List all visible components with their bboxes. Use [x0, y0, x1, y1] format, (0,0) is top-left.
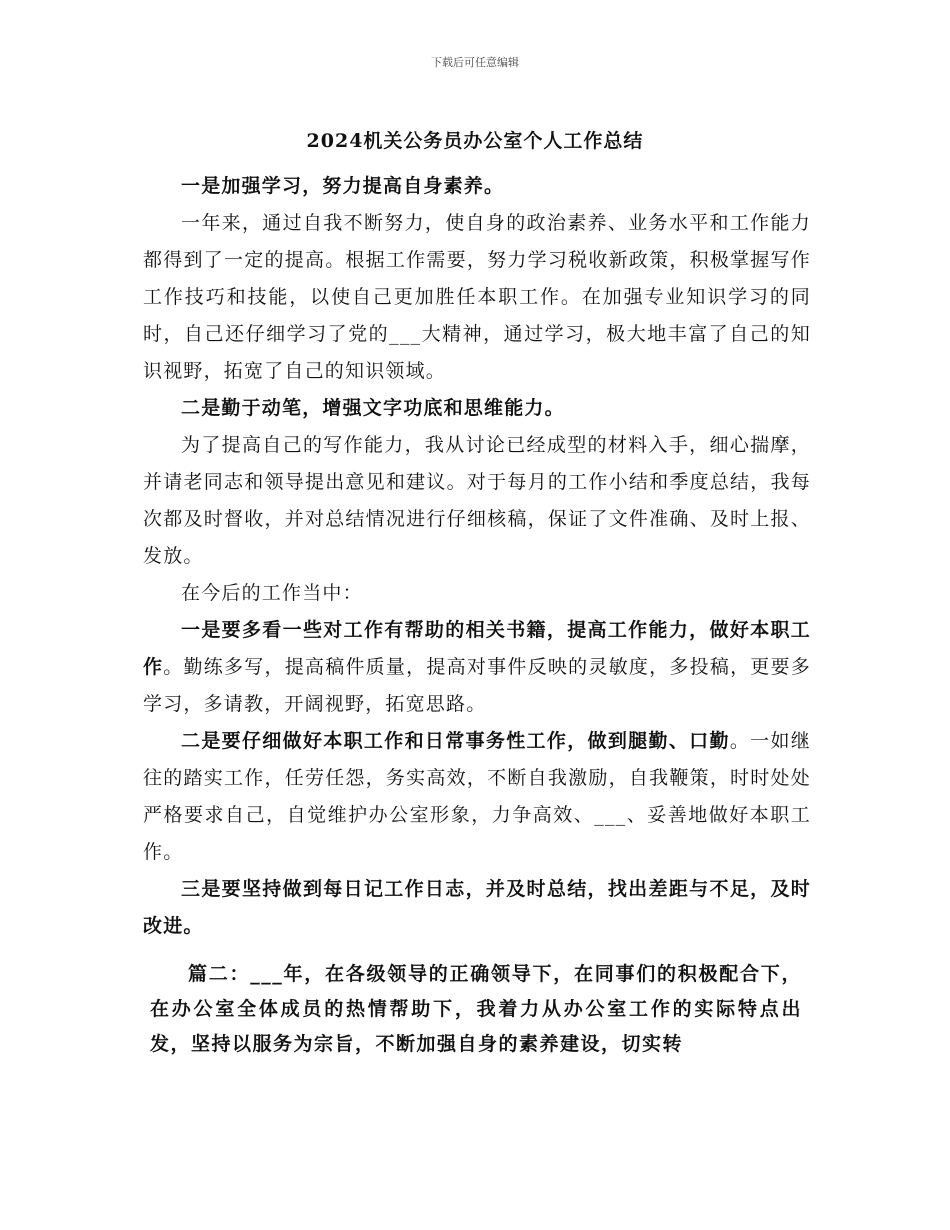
- section-two: [150, 957, 802, 1062]
- section-two-paragraph: 篇二：___年，在各级领导的正确领导下，在同事们的积极配合下，在办公室全体成员的热情帮助下，我着力从办公室工作的实际特点出发，坚持以服务为宗旨，不断加强自身的素养建设，切实转: [150, 963, 802, 1055]
- page-header-note: 下载后可任意编辑: [431, 56, 519, 69]
- future-point-two-text: 。一如继往的踏实工作，任劳任怨，务实高效，不断自我激励，自我鞭策，时时处处严格要求自己，自觉维护办公室形象，力争高效、___、妥善地做好本职工作。: [143, 730, 811, 863]
- point-two-paragraph: 为了提高自己的写作能力，我从讨论已经成型的材料入手，细心揣摩，并请老同志和领导提出意见和建议。对于每月的工作小结和季度总结，我每次都及时督收，并对总结情况进行仔细核稿，保证了文件准确、及时上报、发放。: [143, 434, 811, 567]
- future-point-one-heading: 一是要多看一些对工作有帮助的相关书籍，提高工作能力，做好本职工作: [143, 619, 811, 678]
- future-work-intro: 在今后的工作当中：: [181, 582, 363, 604]
- point-one-heading: 一是加强学习，努力提高自身素养。: [181, 175, 505, 197]
- document-title: 2024机关公务员办公室个人工作总结: [306, 130, 644, 152]
- document-body: [143, 168, 811, 945]
- point-two-heading: 二是勤于动笔，增强文字功底和思维能力。: [181, 397, 565, 419]
- future-point-three: 三是要坚持做到每日记工作日志，并及时总结，找出差距与不足，及时改进。: [143, 878, 811, 937]
- future-point-one-text: 。勤练多写，提高稿件质量，提高对事件反映的灵敏度，多投稿，更要多学习，多请教，开阔视野，拓宽思路。: [143, 656, 811, 715]
- future-point-two: [143, 723, 811, 871]
- future-point-one: [143, 612, 811, 723]
- point-one-paragraph: 一年来，通过自我不断努力，使自身的政治素养、业务水平和工作能力都得到了一定的提高。根据工作需要，努力学习税收新政策，积极掌握写作工作技巧和技能，以使自己更加胜任本职工作。在加强专业知识学习的同时，自己还仔细学习了党的___大精神，通过学习，极大地丰富了自己的知识视野，拓宽了自己的知识领域。: [143, 212, 811, 382]
- future-point-two-heading: 二是要仔细做好本职工作和日常事务性工作，做到腿勤、口勤: [181, 730, 730, 752]
